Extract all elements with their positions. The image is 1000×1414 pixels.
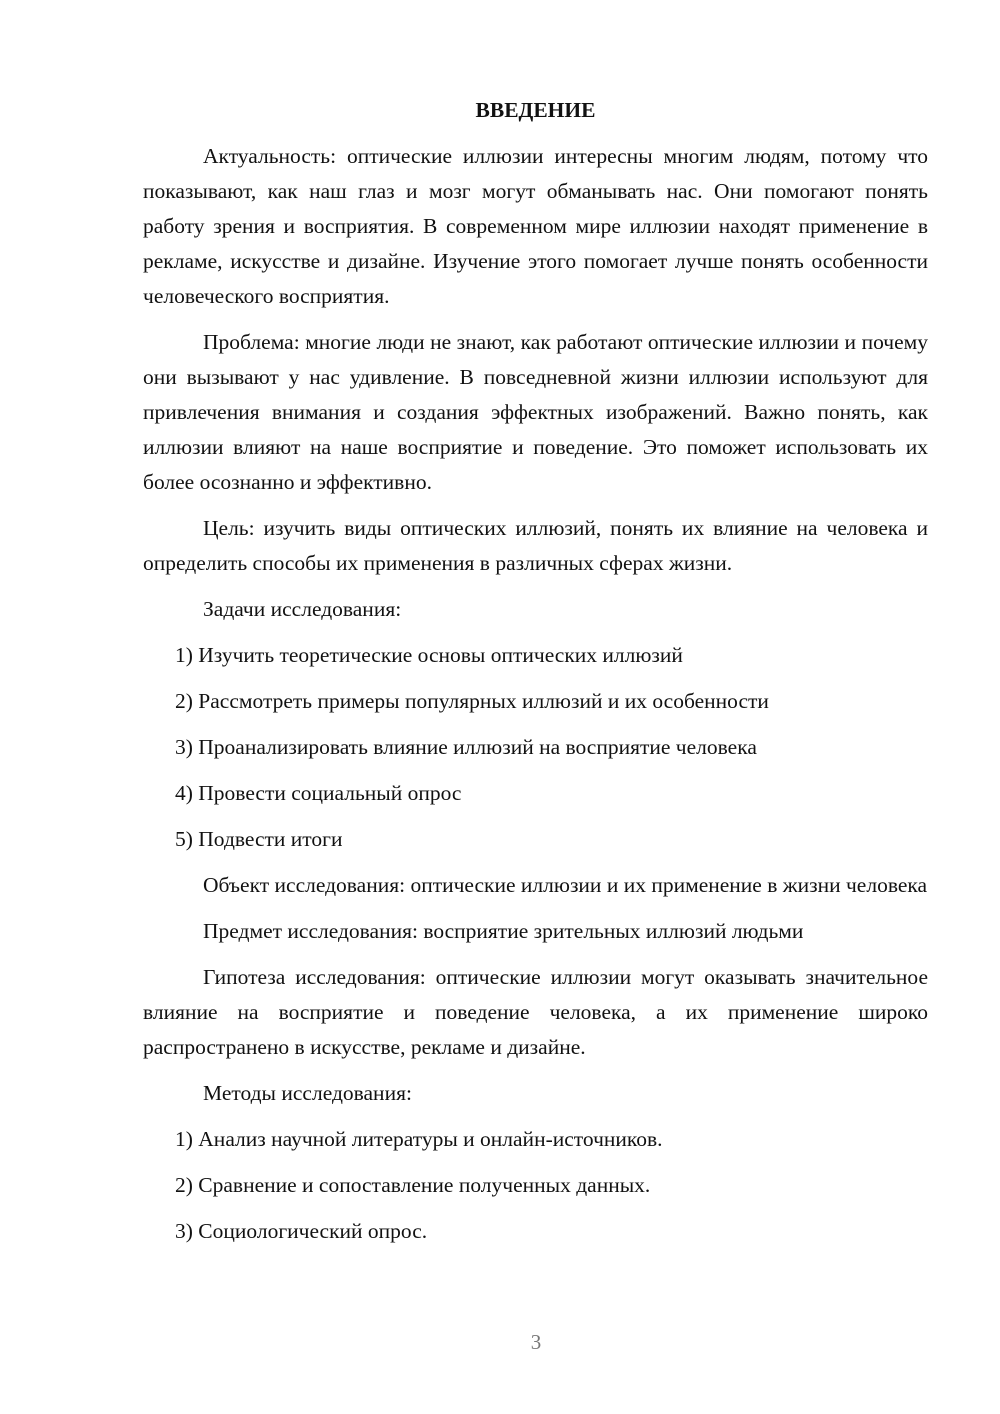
goal-paragraph: Цель: изучить виды оптических иллюзий, понять их влияние на человека и определить способы их применения в различных сферах жизни. — [143, 516, 928, 575]
list-item: 1) Изучить теоретические основы оптических иллюзий — [175, 643, 683, 667]
list-item: 2) Сравнение и сопоставление полученных данных. — [175, 1173, 651, 1197]
subject-paragraph: Предмет исследования: восприятие зрительных иллюзий людьми — [203, 919, 804, 943]
page-title: ВВЕДЕНИЕ — [475, 98, 596, 122]
list-item: 2) Рассмотреть примеры популярных иллюзий и их особенности — [175, 689, 769, 713]
list-item: 1) Анализ научной литературы и онлайн-источников. — [175, 1127, 663, 1151]
problem-paragraph: Проблема: многие люди не знают, как работают оптические иллюзии и почему они вызывают у нас удивление. В повседневной жизни иллюзии используют для привлечения внимания и создания эффектных изображений. Важно понять, как иллюзии влияют на наше восприятие и поведение. Это поможет использовать их более осознанно и эффективно. — [143, 330, 928, 494]
list-item: 3) Социологический опрос. — [175, 1219, 428, 1243]
list-item: 5) Подвести итоги — [175, 827, 343, 851]
list-item: 4) Провести социальный опрос — [175, 781, 462, 805]
object-paragraph: Объект исследования: оптические иллюзии и их применение в жизни человека — [203, 873, 928, 897]
tasks-title: Задачи исследования: — [203, 597, 402, 621]
hypothesis-paragraph: Гипотеза исследования: оптические иллюзии могут оказывать значительное влияние на восприятие и поведение человека, а их применение широко распространено в искусстве, рекламе и дизайне. — [143, 965, 928, 1059]
methods-title: Методы исследования: — [203, 1081, 412, 1105]
page-content — [143, 93, 928, 1260]
relevance-paragraph: Актуальность: оптические иллюзии интересны многим людям, потому что показывают, как наш глаз и мозг могут обманывать нас. Они помогают понять работу зрения и восприятия. В современном мире иллюзии находят применение в рекламе, искусстве и дизайне. Изучение этого помогает лучше понять особенности человеческого восприятия. — [143, 144, 928, 308]
list-item: 3) Проанализировать влияние иллюзий на восприятие человека — [175, 735, 757, 759]
page-number: 3 — [530, 1330, 542, 1354]
